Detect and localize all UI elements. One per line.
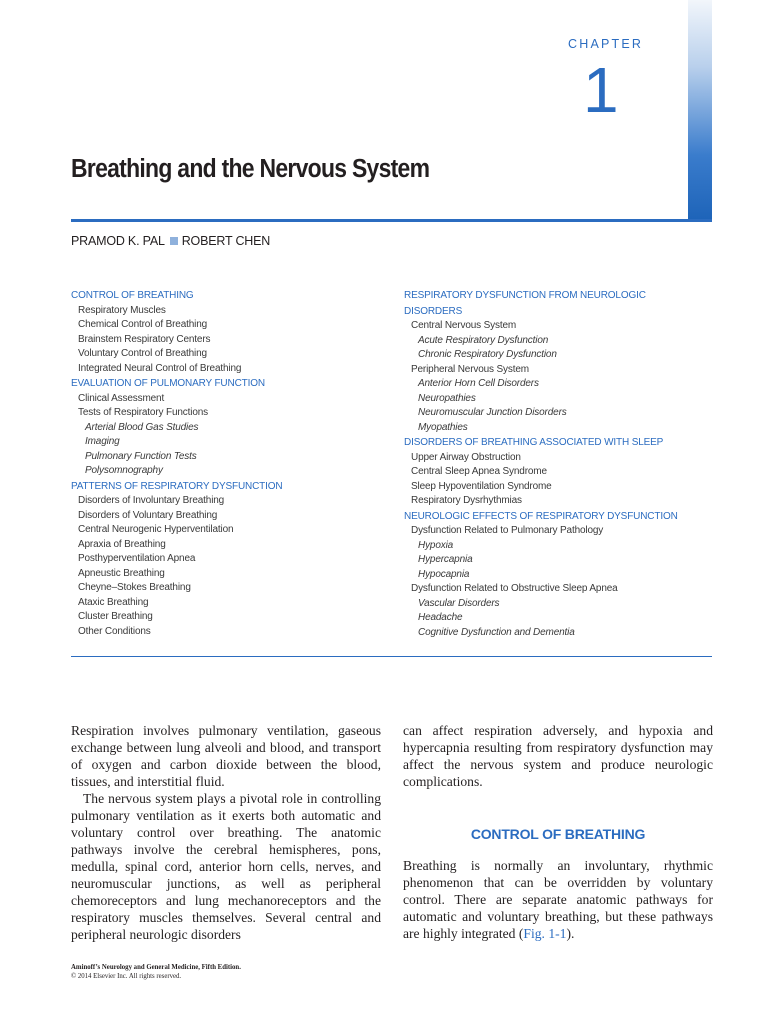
copyright-note: © 2014 Elsevier Inc. All rights reserved.: [71, 973, 182, 980]
paragraph: can affect respiration adversely, and hypoxia and hypercapnia resulting from respiratory dysfunction may affect the nervous system and produce neurologic complications.: [403, 723, 713, 789]
toc-section-heading[interactable]: DISORDERS: [404, 305, 463, 317]
separator-square-icon: [170, 237, 178, 245]
toc-section-heading[interactable]: NEUROLOGIC EFFECTS OF RESPIRATORY DYSFUNCTION: [404, 510, 678, 522]
chapter-label: CHAPTER: [568, 37, 644, 51]
toc-rule: [71, 656, 712, 657]
table-of-contents-right: [404, 288, 704, 640]
toc-entry[interactable]: Integrated Neural Control of Breathing: [78, 362, 242, 374]
paragraph: [403, 857, 713, 942]
body-column-right: [403, 722, 713, 790]
toc-entry[interactable]: Neuromuscular Junction Disorders: [418, 407, 567, 418]
authors: [71, 234, 270, 248]
toc-entry[interactable]: Cluster Breathing: [78, 611, 153, 622]
toc-entry[interactable]: Chemical Control of Breathing: [78, 319, 208, 330]
paragraph: The nervous system plays a pivotal role in controlling pulmonary ventilation as it exerts both automatic and voluntary control over breathing. The anatomic pathways involve the cerebral hemispheres, pons, medulla, spinal cord, anterior horn cells, nerves, and neuromuscular junctions, as well as peripheral chemoreceptors and lung mechanoreceptors and the respiratory muscles themselves. Several central and peripheral neurologic disorders: [71, 791, 381, 942]
toc-entry[interactable]: Chronic Respiratory Dysfunction: [418, 349, 557, 360]
copyright-footer: [71, 963, 241, 981]
toc-entry[interactable]: Dysfunction Related to Obstructive Sleep Apnea: [411, 583, 618, 594]
toc-section-heading[interactable]: PATTERNS OF RESPIRATORY DYSFUNCTION: [71, 480, 283, 492]
toc-section-heading[interactable]: RESPIRATORY DYSFUNCTION FROM NEUROLOGIC: [404, 290, 646, 301]
toc-entry[interactable]: Cognitive Dysfunction and Dementia: [418, 626, 575, 638]
toc-entry[interactable]: Apneustic Breathing: [78, 567, 165, 579]
toc-entry[interactable]: Clinical Assessment: [78, 392, 165, 404]
toc-entry[interactable]: Hypocapnia: [418, 568, 470, 580]
toc-entry[interactable]: Anterior Horn Cell Disorders: [418, 378, 539, 389]
toc-section-heading[interactable]: EVALUATION OF PULMONARY FUNCTION: [71, 378, 265, 389]
toc-section-heading[interactable]: CONTROL OF BREATHING: [71, 290, 194, 301]
toc-entry[interactable]: Myopathies: [418, 421, 468, 433]
body-column-left: [71, 722, 381, 943]
toc-entry[interactable]: Acute Respiratory Dysfunction: [418, 334, 549, 346]
toc-entry[interactable]: Hypercapnia: [418, 554, 473, 565]
section-heading: CONTROL OF BREATHING: [470, 826, 646, 842]
toc-entry[interactable]: Respiratory Dysrhythmias: [411, 495, 522, 506]
toc-section-heading[interactable]: DISORDERS OF BREATHING ASSOCIATED WITH SLEEP: [404, 437, 664, 448]
toc-entry[interactable]: Brainstem Respiratory Centers: [78, 333, 211, 345]
toc-entry[interactable]: Vascular Disorders: [418, 597, 500, 609]
figure-reference-link[interactable]: Fig. 1-1: [523, 926, 567, 941]
book-title-note: Aminoff’s Neurology and General Medicine, Fifth Edition.: [71, 964, 241, 971]
chapter-accent-bar: [688, 0, 712, 222]
author-1: PRAMOD K. PAL: [71, 234, 165, 248]
chapter-title: Breathing and the Nervous System: [71, 155, 430, 183]
toc-entry[interactable]: Disorders of Involuntary Breathing: [78, 495, 225, 506]
toc-entry[interactable]: Ataxic Breathing: [78, 596, 149, 608]
paragraph-text: Breathing is normally an involuntary, rhythmic phenomenon that can be overridden by voluntary control. There are separate anatomic pathways for automatic and voluntary breathing, but these pathways are highly integrated (: [403, 858, 713, 941]
toc-entry[interactable]: Arterial Blood Gas Studies: [85, 421, 199, 433]
toc-entry[interactable]: Apraxia of Breathing: [78, 538, 166, 550]
paragraph: Respiration involves pulmonary ventilation, gaseous exchange between lung alveoli and blood, and transport of oxygen and carbon dioxide between the blood, tissues, and interstitial fluid.: [71, 723, 381, 789]
toc-entry[interactable]: Posthyperventilation Apnea: [78, 553, 196, 564]
toc-entry[interactable]: Respiratory Muscles: [78, 304, 166, 316]
table-of-contents-left: [71, 288, 371, 639]
toc-entry[interactable]: Cheyne–Stokes Breathing: [78, 582, 191, 593]
author-2: ROBERT CHEN: [181, 234, 271, 248]
toc-entry[interactable]: Polysomnography: [85, 465, 163, 476]
body-column-right-lower: [403, 857, 713, 942]
toc-entry[interactable]: Sleep Hypoventilation Syndrome: [411, 480, 552, 492]
toc-entry[interactable]: Imaging: [85, 436, 120, 447]
toc-entry[interactable]: Central Sleep Apnea Syndrome: [411, 466, 547, 477]
toc-entry[interactable]: Neuropathies: [418, 392, 476, 404]
toc-entry[interactable]: Hypoxia: [418, 539, 454, 551]
title-rule: [71, 219, 712, 222]
toc-entry[interactable]: Upper Airway Obstruction: [411, 451, 521, 463]
toc-entry[interactable]: Central Neurogenic Hyperventilation: [78, 524, 234, 535]
toc-entry[interactable]: Headache: [418, 612, 463, 623]
paragraph-end: ).: [566, 926, 575, 941]
toc-entry[interactable]: Voluntary Control of Breathing: [78, 348, 207, 359]
toc-entry[interactable]: Other Conditions: [78, 625, 151, 637]
toc-entry[interactable]: Central Nervous System: [411, 320, 517, 331]
toc-entry[interactable]: Dysfunction Related to Pulmonary Pathology: [411, 525, 604, 536]
toc-entry[interactable]: Disorders of Voluntary Breathing: [78, 509, 218, 521]
toc-entry[interactable]: Peripheral Nervous System: [411, 363, 529, 375]
chapter-number: 1: [583, 54, 619, 126]
toc-entry[interactable]: Pulmonary Function Tests: [85, 450, 197, 462]
toc-entry[interactable]: Tests of Respiratory Functions: [78, 407, 208, 418]
